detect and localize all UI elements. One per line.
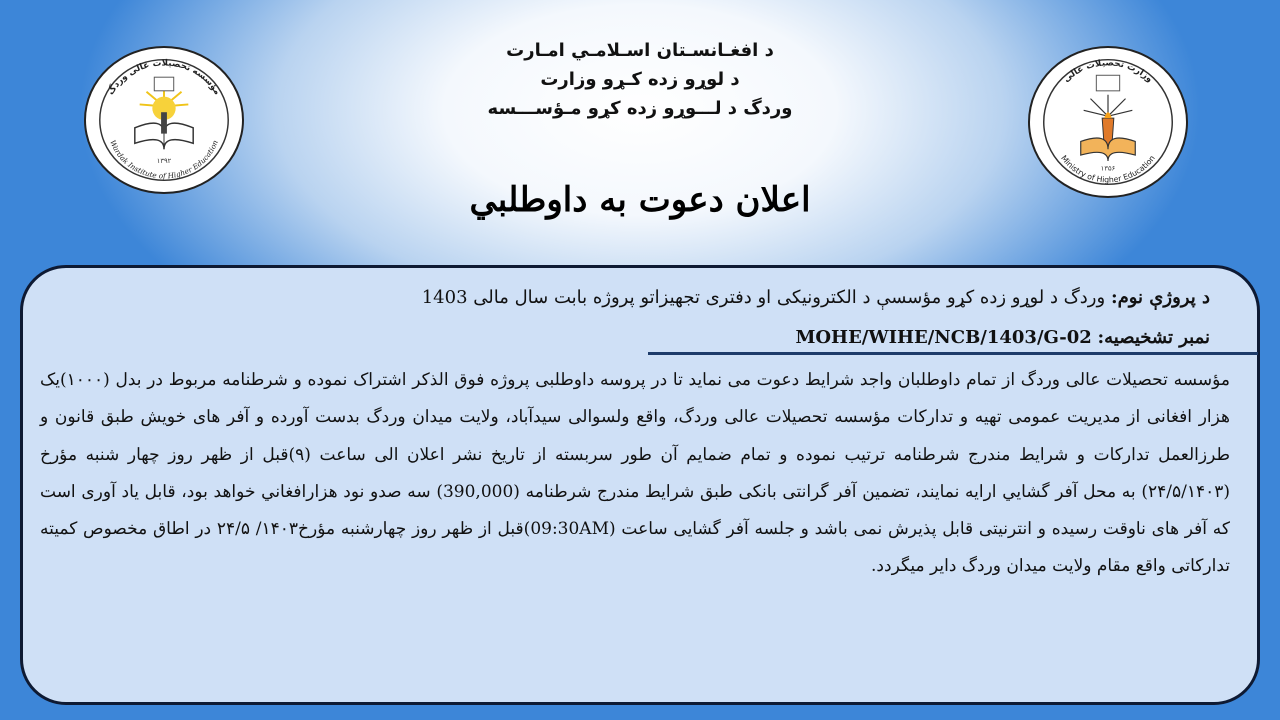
project-id-line xyxy=(60,327,1210,348)
announcement-title: اعلان دعوت به داوطلبي xyxy=(469,180,811,220)
header-block xyxy=(440,36,840,123)
svg-text:Ministry of Higher Education: Ministry of Higher Education xyxy=(1059,153,1157,185)
svg-text:۱۳۹۲: ۱۳۹۲ xyxy=(156,156,172,165)
header-line-institute: وردگ د لـــوړو زده کړو مـؤســـسه xyxy=(487,98,793,119)
wardak-institute-seal-logo xyxy=(84,46,244,194)
svg-text:۱۳۵۶: ۱۳۵۶ xyxy=(1100,164,1116,173)
project-name-line xyxy=(60,287,1210,308)
project-id-label: نمبر تشخیصیه: xyxy=(1097,327,1210,348)
announcement-body: مؤسسه تحصیلات عالی وردگ از تمام داوطلبان واجد شرایط دعوت می نماید تا در پروسه داوطلبی پروژه فوق الذکر اشتراک نموده و شرطنامه مربوط در بدل (۱۰۰۰)یک هزار افغانی از مدیریت عمومی تهیه و تدارکات مؤسسه تحصیلات عالی وردگ، واقع ولسوالی سیدآباد، ولایت میدان وردگ بدست آورده و آفر های خویش طبق قانون و طرزالعمل تدارکات و شرایط مندرج شرطنامه ترتیب نموده و تمام ضمایم آن طور سربسته از تاریخ نشر اعلان الی ساعت (۹)قبل از ظهر روز چهار شنبه مؤرخ (۲۴/۵/۱۴۰۳) به محل آفر گشایي ارایه نمایند، تضمین آفر گرانتی بانکی طبق شرایط مندرج شرطنامه (390,000) سه صدو نود هزارافغاني خواهد بود، قابل یاد آوری است که آفر های ناوقت رسیده و انترنیتی قابل پذیرش نمی باشد و جلسه آفر گشایی ساعت (09:30AM)قبل از ظهر روز چهارشنبه مؤرخ۱۴۰۳/ ۲۴/۵ در اطاق مخصوص کمیته تدارکاتی واقع مقام ولایت میدان وردگ دایر میگردد. xyxy=(40,370,1230,577)
project-name-value: وردگ د لوړو زده کړو مؤسسې د الکترونیکی او دفتری تجهیزاتو پروژه بابت سال مالی 1403 xyxy=(421,287,1106,308)
project-name-label: د پروژې نوم: xyxy=(1110,287,1210,308)
divider-rule xyxy=(648,352,1258,355)
svg-text:Wardak Institute of Higher Edu: Wardak Institute of Higher Education xyxy=(108,138,220,181)
svg-text:مؤسسه تحصیلات عالی وردگ: مؤسسه تحصیلات عالی وردگ xyxy=(105,58,223,97)
header-line-emirate: د افغـانسـتان اسـلامـي امـارت xyxy=(506,40,774,61)
header-line-ministry: د لوړو زده کـړو وزارت xyxy=(540,69,740,90)
svg-text:وزارت تحصیلات عالی: وزارت تحصیلات عالی xyxy=(1061,58,1155,85)
project-id-value: MOHE/WIHE/NCB/1403/G-02 xyxy=(795,327,1092,348)
ministry-higher-education-seal-logo xyxy=(1028,46,1188,198)
